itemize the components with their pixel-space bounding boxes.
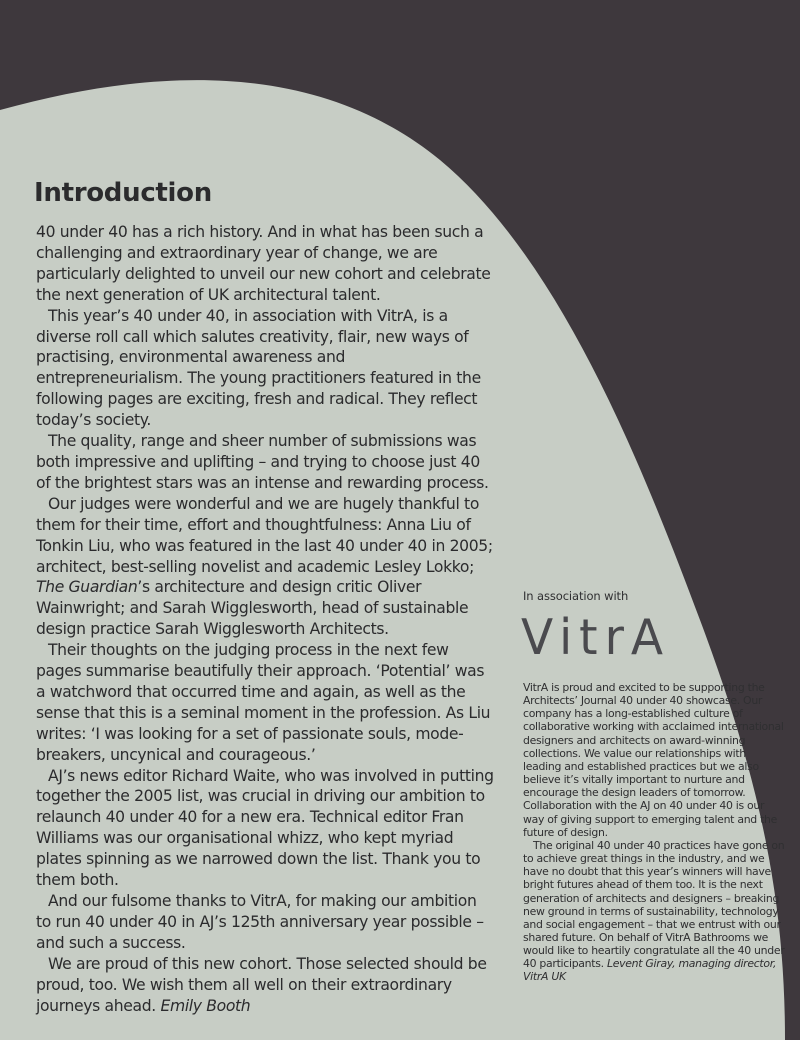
sponsor-signoff: Levent Giray, managing director, VitrA UK [523, 957, 777, 984]
vitra-logo: VitrA [521, 608, 671, 667]
intro-paragraph: AJ’s news editor Richard Waite, who was involved in putting together the 2005 list, was crucial in driving our ambition to relaunch 40 under 40 for a new era. Technical editor Fran Williams was our organisational whizz, who kept myriad plates spinning as we narrowed down the list. Thank you to them both. [36, 766, 494, 890]
intro-paragraph: And our fulsome thanks to VitrA, for making our ambition to run 40 under 40 in AJ’s 125th anniversary year possible – and such a success. [36, 892, 484, 952]
intro-article [36, 222, 496, 1016]
text-run: We are proud of this new cohort. Those selected should be proud, too. We wish them all well on their extraordinary journeys ahead. [36, 954, 487, 1015]
text-run: Our judges were wonderful and we are hugely thankful to them for their time, effort and thoughtfulness: Anna Liu of Tonkin Liu, who was featured in the last 40 under 40 in 2005; architect, best-selling novelist and academic Lesley Lokko; [36, 494, 493, 576]
sponsor-paragraph [523, 839, 785, 984]
intro-paragraph [36, 494, 496, 640]
publication-name: The Guardian [36, 578, 138, 597]
intro-paragraph: The quality, range and sheer number of submissions was both impressive and uplifting – and trying to choose just 40 of the brightest stars was an intense and rewarding process. [36, 432, 489, 492]
intro-paragraph: Their thoughts on the judging process in the next few pages summarise beautifully their approach. ‘Potential’ was a watchword that occurred time and again, as well as the sense that this is a seminal moment in the profession. As Liu writes: ‘I was looking for a set of passionate souls, mode-breakers, uncynical and courageous.’ [36, 641, 491, 764]
intro-paragraph [36, 954, 496, 1017]
association-label: In association with [523, 589, 629, 603]
intro-paragraph: 40 under 40 has a rich history. And in what has been such a challenging and extraordinary year of change, we are particularly delighted to unveil our new cohort and celebrate the next generation of UK architectural talent. [36, 223, 491, 304]
text-run: The original 40 under 40 practices have gone on to achieve great things in the industry, and we have no doubt that this year’s winners will have bright futures ahead of them too. It is the next generation of architects and designers – breaking new ground in terms of sustainability, technology and social engagement – that we entrust with our shared future. On behalf of VitrA Bathrooms we would like to heartily congratulate all the 40 under 40 participants. [523, 838, 785, 971]
page-title: Introduction [34, 178, 212, 208]
sponsor-paragraph: VitrA is proud and excited to be supporting the Architects’ Journal 40 under 40 showcase. Our company has a long-established culture of collaborative working with acclaimed international designers and architects on award-winning collections. We value our relationships with leading and established practices but we also believe it’s vitally important to nurture and encourage the design leaders of tomorrow. Collaboration with the AJ on 40 under 40 is our way of giving support to emerging talent and the future of design. [523, 681, 784, 839]
text-run: ’s architecture and design critic Oliver Wainwright; and Sarah Wigglesworth, head of sustainable design practice Sarah Wigglesworth Architects. [36, 578, 469, 639]
author-signoff: Emily Booth [160, 996, 251, 1015]
sponsor-statement [523, 681, 785, 984]
intro-paragraph: This year’s 40 under 40, in association with VitrA, is a diverse roll call which salutes creativity, flair, new ways of practising, environmental awareness and entrepreneurialism. The young practitioners featured in the following pages are exciting, fresh and radical. They reflect today’s society. [36, 306, 481, 430]
